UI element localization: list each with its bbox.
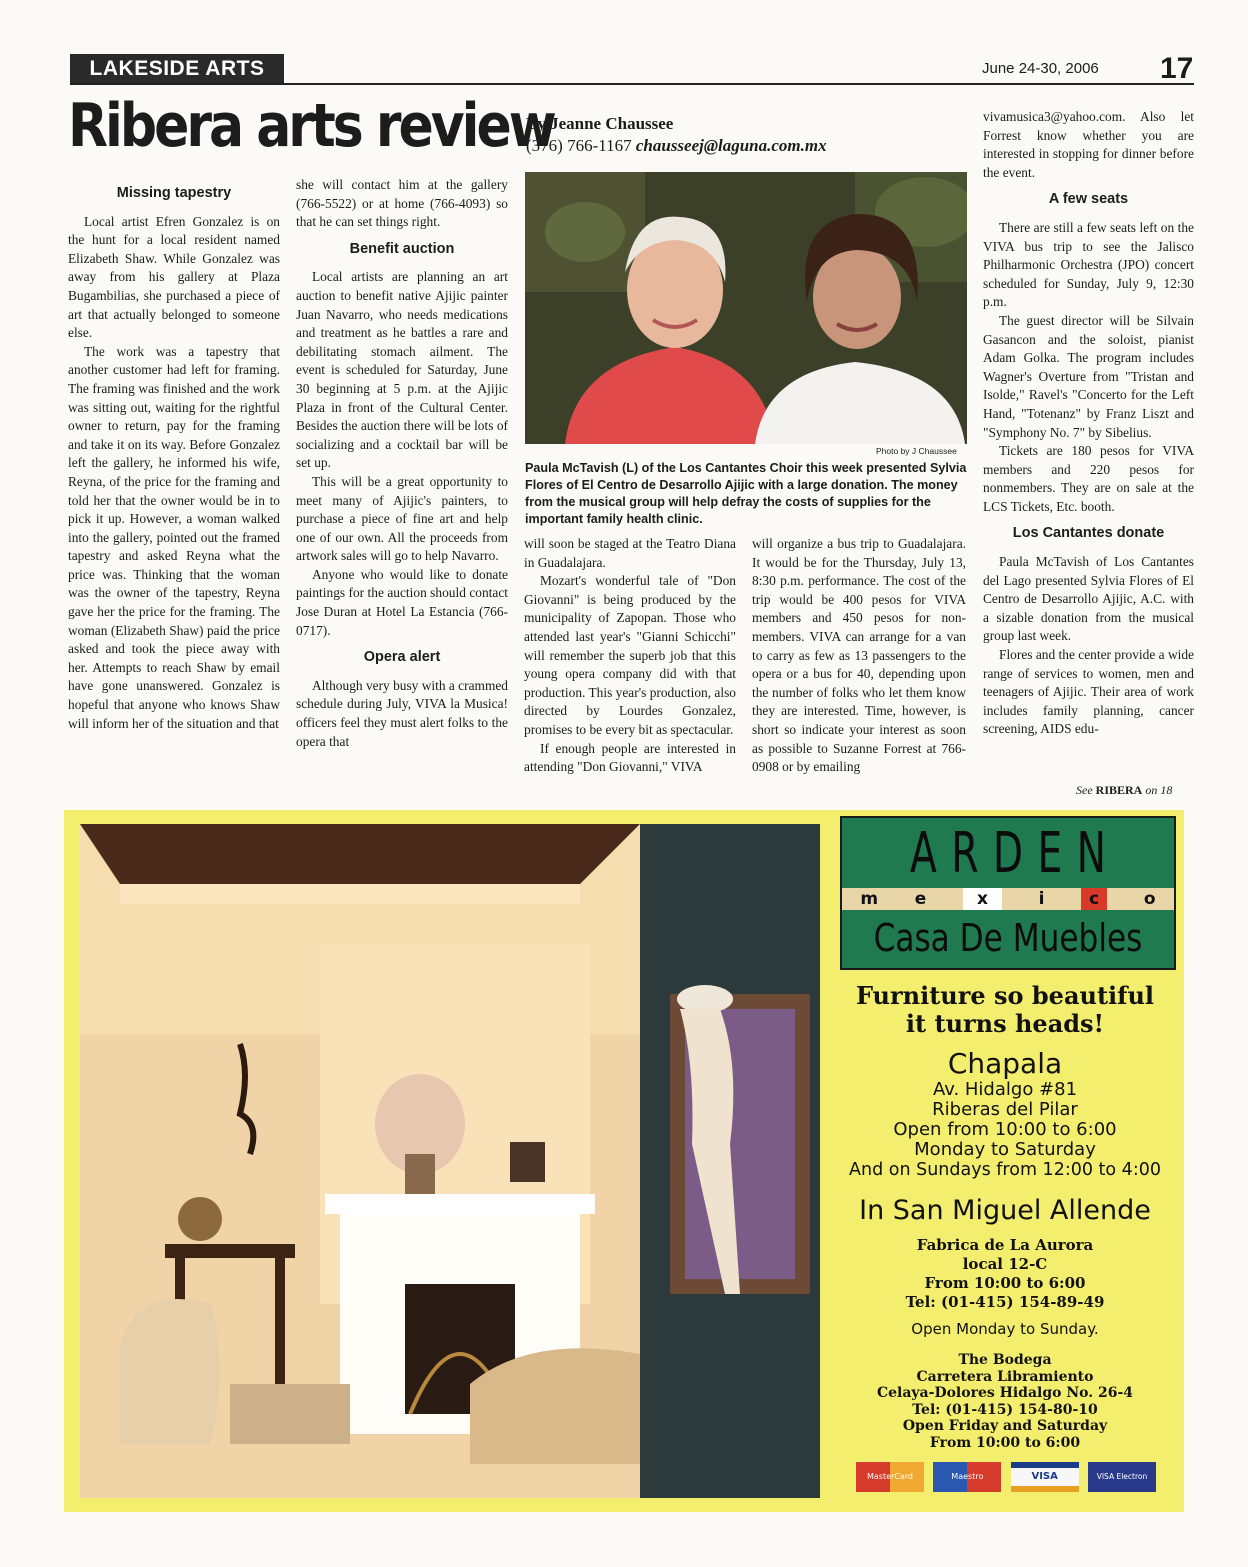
- logo-letter: A: [910, 821, 937, 886]
- subhead-opera-alert: Opera alert: [363, 649, 441, 666]
- paragraph: vivamusica3@yahoo.com. Also let Forrest know whether you are interested in stopping for dinner before the event.: [983, 109, 1194, 180]
- byline-phone: (376) 766-1167: [526, 136, 632, 155]
- ad-bodega-block: The Bodega Carretera Libramiento Celaya-Dolores Hidalgo No. 26-4 Tel: (01-415) 154-80-10 Open Friday and Saturday From 10:00 to 6:00: [876, 1352, 1134, 1451]
- photo-caption: Paula McTavish (L) of the Los Cantantes Choir this week presented Sylvia Flores of El Centro de Desarrollo Ajijic with a large donation. The money from the musical group will help defray the costs of supplies for the important family health clinic.: [525, 461, 967, 526]
- paragraph: If enough people are interested in attending "Don Giovanni," VIVA: [524, 740, 736, 775]
- article-column-5: [983, 108, 1194, 739]
- article-column-1: [68, 176, 280, 733]
- subhead-missing-tapestry: Missing tapestry: [116, 185, 232, 201]
- byline-email: chausseej@laguna.com.mx: [635, 136, 827, 155]
- paragraph: The guest director will be Silvain Gasancon and the soloist, pianist Adam Golka. The program includes Wagner's Overture from "Tristan and Isolde," Ravel's "Concerto for the Left Hand, "Totenanz" by Franz Liszt and "Symphony No. 7" by Sibelius.: [983, 312, 1194, 440]
- logo-mexico-letter: c: [1081, 888, 1107, 910]
- issue-date: June 24-30, 2006: [982, 60, 1099, 77]
- header-rule: [70, 83, 1194, 85]
- logo-mexico-letter: i: [1038, 889, 1045, 909]
- paragraph: The work was a tapestry that another customer had left for framing. The framing was finished and the work was sitting out, waiting for the rightful owner to return, pay for the framing and take it on its way. Before Gonzalez left the gallery, he informed his wife, Reyna, of the price for the framing and told her that the owner would be in to pick it up. However, a woman walked into the gallery, pointed out the framed tapestry and asked Reyna what the price was. Thinking that the woman was the owner of the tapestry, Reyna gave her the price for the framing. The woman (Elizabeth Shaw) paid the price asked and took the piece away with her. Attempts to reach Shaw by email have gone unanswered. Gonzalez is hopeful that anyone who knows Shaw will inform her of the situation and that: [68, 343, 280, 731]
- ad-info-panel: [830, 812, 1180, 1502]
- byline-contact: [526, 136, 827, 156]
- room-illustration: [80, 824, 820, 1498]
- logo-letter: D: [992, 821, 1024, 886]
- payment-cards: [856, 1462, 1156, 1492]
- paragraph: Local artists are planning an art auction to benefit native Ajijic painter Juan Navarro, who needs medications and treatment as he battles a rare and debilitating stomach ailment. The event is scheduled for Saturday, June 30 beginning at 5 p.m. at the Ajijic Plaza in front of the Cultural Center. Besides the auction there will be lots of socializing and a cocktail bar will be set up.: [296, 269, 508, 471]
- logo-mexico-letter: m: [860, 889, 879, 909]
- logo-brand-row: [892, 818, 1124, 886]
- ad-chapala-block: Chapala Av. Hidalgo #81 Riberas del Pilar Open from 10:00 to 6:00 Monday to Saturday And on Sundays from 12:00 to 4:00: [830, 1048, 1180, 1180]
- ad-room-photo: [80, 824, 820, 1498]
- logo-mexico-row: [842, 888, 1174, 910]
- paragraph: will organize a bus trip to Guadalajara. It would be for the Thursday, July 13, 8:30 p.m. performance. The cost of the trip would be 400 pesos for VIVA members and 450 pesos for non-members. VIVA can arrange for a van to carry as few as 13 passengers to the opera or a bus for 40, depending upon the number of folks who let them know they are interested. Time, however, is short so indicate your interest as soon as possible to Suzanne Forrest at 766-0908 or by emailing: [752, 536, 966, 775]
- paragraph: There are still a few seats left on the VIVA bus trip to see the Jalisco Philharmonic Orchestra (JPO) concert scheduled for Sunday, July 9, 12:30 p.m.: [983, 219, 1194, 310]
- paragraph: Tickets are 180 pesos for VIVA members and 220 pesos for nonmembers. They are on sale at the LCS Tickets, Etc. booth.: [983, 443, 1194, 514]
- section-tag: LAKESIDE ARTS: [70, 54, 284, 84]
- arden-logo: [840, 816, 1176, 970]
- ad-san-miguel-block: Fabrica de La Aurora local 12-C From 10:00 to 6:00 Tel: (01-415) 154-89-49 Open Monday to Sunday.: [905, 1236, 1105, 1338]
- paragraph: will soon be staged at the Teatro Diana in Guadalajara.: [524, 536, 736, 570]
- logo-letter: E: [1037, 821, 1063, 886]
- subhead-a-few-seats: A few seats: [1048, 191, 1129, 208]
- paragraph: Anyone who would like to donate paintings for the auction should contact Jose Duran at Hotel La Estancia (766-0717).: [296, 566, 508, 638]
- ad-san-miguel-title: In San Miguel Allende: [859, 1195, 1151, 1226]
- logo-mexico-letter: e: [914, 889, 927, 909]
- logo-casa: Casa De Muebles: [873, 916, 1143, 960]
- paragraph: Mozart's wonderful tale of "Don Giovanni" is being produced by the municipality of Zapopan. Those who attended last year's "Gianni Schicchi" will remember the superb job that this young opera company did with that production. This year's production, also directed by Lourdes Gonzalez, promises to be every bit as spectacular.: [524, 573, 736, 737]
- logo-letter: N: [1076, 821, 1106, 886]
- paragraph: Local artist Efren Gonzalez is on the hunt for a local resident named Elizabeth Shaw. While Gonzalez was away from his gallery at Plaza Bugambilias, she purchased a piece of art that actually belonged to someone else.: [68, 213, 280, 341]
- photo-credit: Photo by J Chaussee: [876, 446, 957, 456]
- paragraph: Paula McTavish of Los Cantantes del Lago presented Sylvia Flores of El Centro de Desarrollo Ajijic, A.C. with a sizable donation from the musical group last week.: [983, 554, 1194, 644]
- mastercard-icon: MasterCard: [856, 1462, 924, 1492]
- ad-location-title: Chapala: [947, 1047, 1063, 1080]
- continued-jump: See RIBERA on 18: [1076, 783, 1173, 797]
- photo-illustration: [525, 172, 967, 444]
- paragraph: she will contact him at the gallery (766-5522) or at home (766-4093) so that he can set things right.: [296, 177, 508, 230]
- maestro-icon: Maestro: [933, 1462, 1001, 1492]
- visa-icon: VISA: [1011, 1462, 1079, 1492]
- logo-mexico-letter: o: [1143, 889, 1156, 909]
- page-number: 17: [1160, 52, 1194, 85]
- visa-electron-icon: VISA Electron: [1088, 1462, 1156, 1492]
- paragraph: Flores and the center provide a wide range of services to women, men and teenagers of Ajijic. Their area of work includes family planning, cancer screening, AIDS edu-: [983, 647, 1194, 737]
- article-column-4: [752, 535, 966, 777]
- subhead-los-cantantes-donate: Los Cantantes donate: [1012, 525, 1165, 542]
- article-column-3: [524, 535, 736, 777]
- paragraph: This will be a great opportunity to meet many of Ajijic's painters, to purchase a piece of fine art and help one of our own. All the proceeds from artwork sales will go to help Navarro.: [296, 473, 508, 564]
- news-photo: [525, 172, 967, 444]
- article-headline: Ribera arts review: [68, 92, 554, 161]
- byline-author: By Jeanne Chaussee: [526, 114, 674, 133]
- paragraph: Although very busy with a crammed schedule during July, VIVA la Musica! officers feel they must alert folks to the opera that: [296, 677, 508, 749]
- article-column-2: [296, 176, 508, 751]
- subhead-benefit-auction: Benefit auction: [349, 240, 455, 257]
- logo-letter: R: [951, 821, 979, 886]
- ad-slogan: Furniture so beautiful it turns heads!: [855, 981, 1155, 1038]
- logo-mexico-letter: x: [963, 888, 1002, 910]
